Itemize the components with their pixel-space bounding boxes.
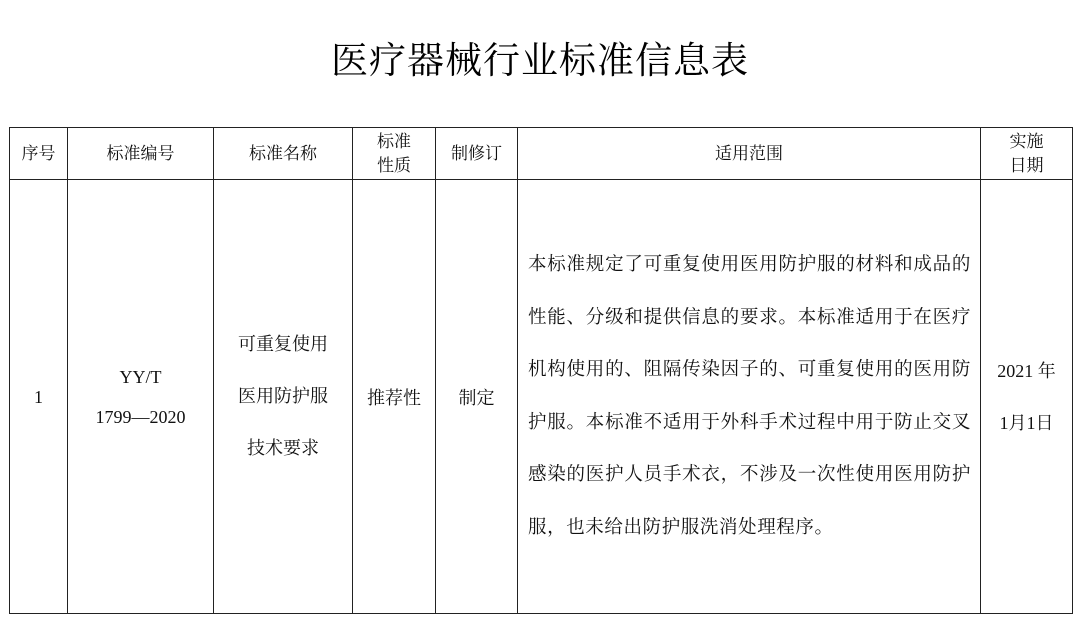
cell-name-line: 医用防护服 bbox=[238, 385, 328, 407]
scope-text: 本标准规定了可重复使用医用防护服的材料和成品的性能、分级和提供信息的要求。本标准适用于在医疗机构使用的、阻隔传染因子的、可重复使用的医用防护服。本标准不适用于外科手术过程中用于防止交叉感染的医护人员手术衣，不涉及一次性使用医用防护服，也未给出防护服洗消处理程序。 bbox=[528, 254, 971, 538]
header-date bbox=[981, 128, 1073, 180]
header-row bbox=[10, 128, 1073, 180]
standards-table bbox=[9, 127, 1073, 614]
table-row bbox=[10, 180, 1073, 614]
cell-date-line: 1月1日 bbox=[999, 412, 1054, 433]
cell-scope bbox=[518, 180, 981, 614]
cell-nature: 推荐性 bbox=[353, 180, 436, 614]
header-date-line: 实施 bbox=[1009, 131, 1044, 152]
page-title: 医疗器械行业标准信息表 bbox=[331, 39, 749, 82]
cell-code-line: YY/T bbox=[119, 366, 162, 387]
header-nature-line: 标准 bbox=[377, 131, 411, 152]
cell-name-line: 技术要求 bbox=[247, 437, 319, 459]
cell-index: 1 bbox=[10, 180, 68, 614]
header-nature bbox=[353, 128, 436, 180]
header-nature-line: 性质 bbox=[377, 155, 411, 176]
header-code: 标准编号 bbox=[68, 128, 214, 180]
cell-date-line: 2021 年 bbox=[997, 360, 1056, 381]
cell-name bbox=[214, 180, 353, 614]
cell-revision: 制定 bbox=[436, 180, 518, 614]
header-date-line: 日期 bbox=[1009, 155, 1044, 176]
cell-code-line: 1799—2020 bbox=[95, 406, 186, 427]
cell-code bbox=[68, 180, 214, 614]
header-name: 标准名称 bbox=[214, 128, 353, 180]
cell-date bbox=[981, 180, 1073, 614]
header-revision: 制修订 bbox=[436, 128, 518, 180]
cell-name-line: 可重复使用 bbox=[238, 333, 328, 355]
header-scope: 适用范围 bbox=[518, 128, 981, 180]
header-index: 序号 bbox=[10, 128, 68, 180]
